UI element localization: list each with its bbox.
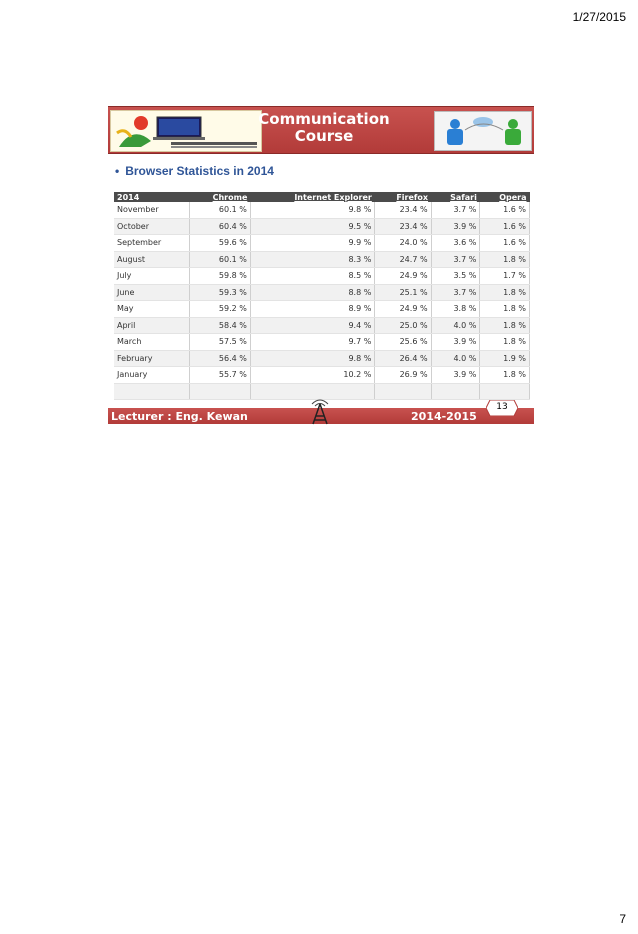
firefox-cell: 23.4 % xyxy=(375,202,431,218)
chrome-cell: 59.8 % xyxy=(190,268,251,285)
safari-cell: 4.0 % xyxy=(431,350,480,367)
table-row-empty xyxy=(114,383,530,399)
network-people-image xyxy=(434,111,532,151)
academic-year: 2014-2015 xyxy=(411,410,477,423)
header-firefox[interactable]: Firefox xyxy=(375,192,431,202)
bullet-dot-icon: • xyxy=(115,164,120,178)
opera-cell: 1.8 % xyxy=(480,317,530,334)
slide-number: 13 xyxy=(496,402,508,412)
table-row xyxy=(114,202,530,218)
month-cell: April xyxy=(114,317,190,334)
ie-cell: 9.5 % xyxy=(250,218,374,235)
table-row xyxy=(114,218,530,235)
lecturer-name: Lecturer : Eng. Kewan xyxy=(111,410,248,423)
chrome-cell: 60.4 % xyxy=(190,218,251,235)
safari-cell: 3.9 % xyxy=(431,218,480,235)
firefox-cell: 25.0 % xyxy=(375,317,431,334)
table-row xyxy=(114,334,530,351)
month-cell: July xyxy=(114,268,190,285)
ie-cell: 8.3 % xyxy=(250,251,374,268)
month-cell: January xyxy=(114,367,190,384)
browser-statistics-table xyxy=(114,192,530,400)
header-internet-explorer[interactable]: Internet Explorer xyxy=(250,192,374,202)
opera-cell: 1.7 % xyxy=(480,268,530,285)
opera-cell: 1.6 % xyxy=(480,202,530,218)
header-year: 2014 xyxy=(114,192,190,202)
slide xyxy=(108,106,534,426)
firefox-cell: 24.9 % xyxy=(375,301,431,318)
header-chrome[interactable]: Chrome xyxy=(190,192,251,202)
chrome-cell: 57.5 % xyxy=(190,334,251,351)
opera-cell: 1.8 % xyxy=(480,284,530,301)
header-opera[interactable]: Opera xyxy=(480,192,530,202)
month-cell: February xyxy=(114,350,190,367)
chrome-cell: 60.1 % xyxy=(190,251,251,268)
ie-cell: 9.9 % xyxy=(250,235,374,252)
firefox-cell: 23.4 % xyxy=(375,218,431,235)
ie-cell: 8.5 % xyxy=(250,268,374,285)
month-cell: May xyxy=(114,301,190,318)
opera-cell: 1.8 % xyxy=(480,301,530,318)
slide-title xyxy=(244,111,404,145)
bullet-point xyxy=(115,164,274,178)
opera-cell: 1.8 % xyxy=(480,251,530,268)
firefox-cell: 24.9 % xyxy=(375,268,431,285)
month-cell: March xyxy=(114,334,190,351)
chrome-cell: 59.3 % xyxy=(190,284,251,301)
safari-cell: 3.9 % xyxy=(431,334,480,351)
table-row xyxy=(114,317,530,334)
safari-cell: 3.6 % xyxy=(431,235,480,252)
ie-cell: 9.4 % xyxy=(250,317,374,334)
month-cell: June xyxy=(114,284,190,301)
opera-cell: 1.6 % xyxy=(480,218,530,235)
firefox-cell: 25.1 % xyxy=(375,284,431,301)
opera-cell: 1.9 % xyxy=(480,350,530,367)
chrome-cell: 56.4 % xyxy=(190,350,251,367)
ie-cell: 10.2 % xyxy=(250,367,374,384)
month-cell: October xyxy=(114,218,190,235)
firefox-cell: 26.9 % xyxy=(375,367,431,384)
institute-logo xyxy=(110,110,262,152)
chrome-cell: 59.6 % xyxy=(190,235,251,252)
bullet-text: Browser Statistics in 2014 xyxy=(125,164,274,178)
safari-cell: 3.8 % xyxy=(431,301,480,318)
document-page-number: 7 xyxy=(619,912,626,926)
chrome-cell: 60.1 % xyxy=(190,202,251,218)
table-row xyxy=(114,268,530,285)
header-safari[interactable]: Safari xyxy=(431,192,480,202)
firefox-cell: 24.0 % xyxy=(375,235,431,252)
safari-cell: 3.7 % xyxy=(431,251,480,268)
slide-banner xyxy=(108,106,534,154)
slide-title-line1: Communication xyxy=(258,110,390,128)
slide-title-line2: Course xyxy=(294,127,354,145)
table-row xyxy=(114,235,530,252)
slide-number-badge xyxy=(486,400,518,416)
safari-cell: 4.0 % xyxy=(431,317,480,334)
table-row xyxy=(114,350,530,367)
chrome-cell: 55.7 % xyxy=(190,367,251,384)
table-row xyxy=(114,301,530,318)
opera-cell: 1.8 % xyxy=(480,334,530,351)
opera-cell: 1.6 % xyxy=(480,235,530,252)
opera-cell: 1.8 % xyxy=(480,367,530,384)
table-row xyxy=(114,251,530,268)
safari-cell: 3.7 % xyxy=(431,202,480,218)
firefox-cell: 25.6 % xyxy=(375,334,431,351)
ie-cell: 9.8 % xyxy=(250,202,374,218)
safari-cell: 3.9 % xyxy=(431,367,480,384)
ie-cell: 9.8 % xyxy=(250,350,374,367)
ie-cell: 8.8 % xyxy=(250,284,374,301)
ie-cell: 9.7 % xyxy=(250,334,374,351)
ie-cell: 8.9 % xyxy=(250,301,374,318)
table-header-row xyxy=(114,192,530,202)
safari-cell: 3.7 % xyxy=(431,284,480,301)
firefox-cell: 26.4 % xyxy=(375,350,431,367)
table-row xyxy=(114,367,530,384)
firefox-cell: 24.7 % xyxy=(375,251,431,268)
chrome-cell: 58.4 % xyxy=(190,317,251,334)
chrome-cell: 59.2 % xyxy=(190,301,251,318)
antenna-tower-icon xyxy=(308,398,332,426)
month-cell: August xyxy=(114,251,190,268)
month-cell: November xyxy=(114,202,190,218)
document-date: 1/27/2015 xyxy=(572,10,626,24)
table-row xyxy=(114,284,530,301)
slide-footer xyxy=(108,402,534,424)
month-cell: September xyxy=(114,235,190,252)
safari-cell: 3.5 % xyxy=(431,268,480,285)
